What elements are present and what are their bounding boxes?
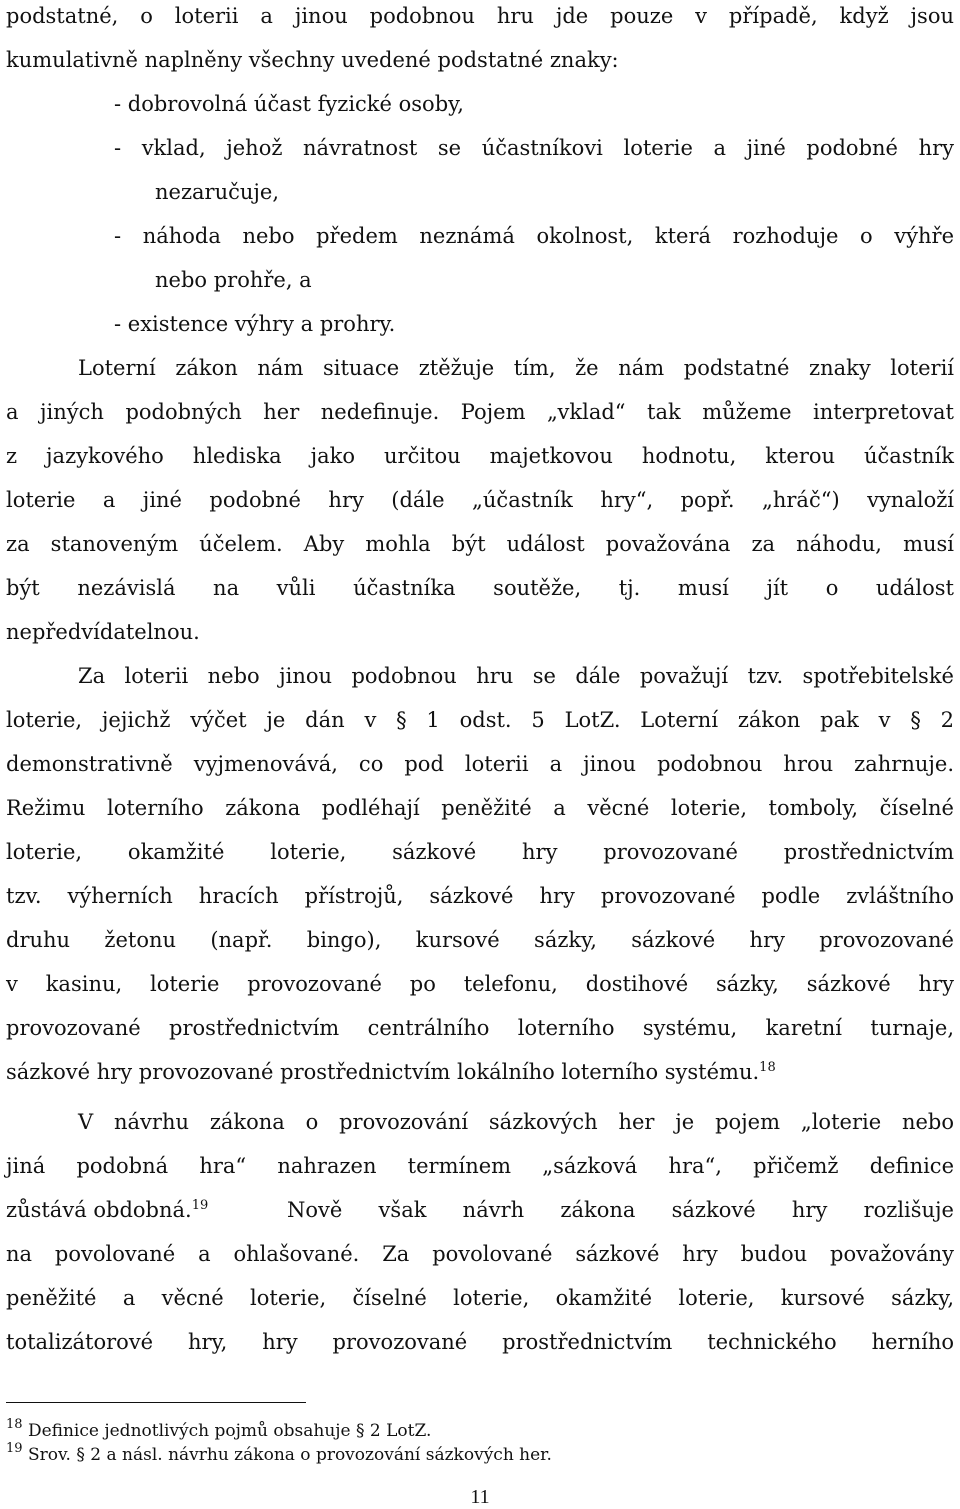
paragraph-line: Režimu loterního zákona podléhají peněžité a věcné loterie, tomboly, číselné [6,796,954,820]
paragraph-line: Nově však návrh zákona sázkové hry rozlišuje [287,1198,954,1222]
paragraph-line: Za loterii nebo jinou podobnou hru se dále považují tzv. spotřebitelské [78,664,954,688]
footnote-number: 18 [6,1417,23,1432]
paragraph-line: totalizátorové hry, hry provozované prostřednictvím technického herního [6,1330,954,1354]
list-item: - náhoda nebo předem neznámá okolnost, která rozhoduje o výhře [114,224,954,248]
footnote-separator [6,1402,306,1403]
paragraph-line: tzv. výherních hracích přístrojů, sázkové hry provozované podle zvláštního [6,884,954,908]
list-item: - vklad, jehož návratnost se účastníkovi loterie a jiné podobné hry [114,136,954,160]
paragraph-line [6,1196,208,1224]
paragraph-line: loterie, okamžité loterie, sázkové hry provozované prostřednictvím [6,840,954,864]
paragraph-line [6,1058,776,1086]
text-line: kumulativně naplněny všechny uvedené podstatné znaky: [6,48,619,72]
paragraph-line: druhu žetonu (např. bingo), kursové sázky, sázkové hry provozované [6,928,954,952]
paragraph-text: sázkové hry provozované prostřednictvím lokálního loterního systému. [6,1060,760,1084]
paragraph-line: loterie, jejichž výčet je dán v § 1 odst. 5 LotZ. Loterní zákon pak v § 2 [6,708,954,732]
paragraph-line: demonstrativně vyjmenovává, co pod loterii a jinou podobnou hrou zahrnuje. [6,752,954,776]
footnote [6,1417,432,1442]
footnote-ref-19[interactable]: 19 [191,1198,209,1213]
paragraph-line: V návrhu zákona o provozování sázkových her je pojem „loterie nebo [78,1110,954,1134]
list-item-continuation: nebo prohře, a [155,268,312,292]
footnote-number: 19 [6,1441,23,1456]
paragraph-line: Loterní zákon nám situace ztěžuje tím, že nám podstatné znaky loterií [78,356,954,380]
paragraph-line: peněžité a věcné loterie, číselné loterie, okamžité loterie, kursové sázky, [6,1286,954,1310]
footnote-text: Srov. § 2 a násl. návrhu zákona o provozování sázkových her. [27,1445,552,1465]
list-item: - existence výhry a prohry. [114,312,396,336]
paragraph-line: za stanoveným účelem. Aby mohla být událost považována za náhodu, musí [6,532,954,556]
paragraph-line: nepředvídatelnou. [6,620,200,644]
list-item: - dobrovolná účast fyzické osoby, [114,92,464,116]
paragraph-text: zůstává obdobná. [6,1198,192,1222]
paragraph-line: být nezávislá na vůli účastníka soutěže, tj. musí jít o událost [6,576,954,600]
paragraph-line: jiná podobná hra“ nahrazen termínem „sázková hra“, přičemž definice [6,1154,954,1178]
paragraph-line: loterie a jiné podobné hry (dále „účastník hry“, popř. „hráč“) vynaloží [6,488,954,512]
list-item-continuation: nezaručuje, [155,180,280,204]
paragraph-line: v kasinu, loterie provozované po telefonu, dostihové sázky, sázkové hry [6,972,954,996]
paragraph-line: provozované prostřednictvím centrálního loterního systému, karetní turnaje, [6,1016,954,1040]
paragraph-line: a jiných podobných her nedefinuje. Pojem „vklad“ tak můžeme interpretovat [6,400,954,424]
text-line: podstatné, o loterii a jinou podobnou hru jde pouze v případě, když jsou [6,4,954,28]
page-number: 11 [470,1486,490,1508]
footnote-ref-18[interactable]: 18 [759,1060,776,1075]
paragraph-line: z jazykového hlediska jako určitou majetkovou hodnotu, kterou účastník [6,444,954,468]
footnote [6,1441,552,1466]
footnote-text: Definice jednotlivých pojmů obsahuje § 2 LotZ. [27,1421,432,1441]
paragraph-line: na povolované a ohlašované. Za povolované sázkové hry budou považovány [6,1242,954,1266]
